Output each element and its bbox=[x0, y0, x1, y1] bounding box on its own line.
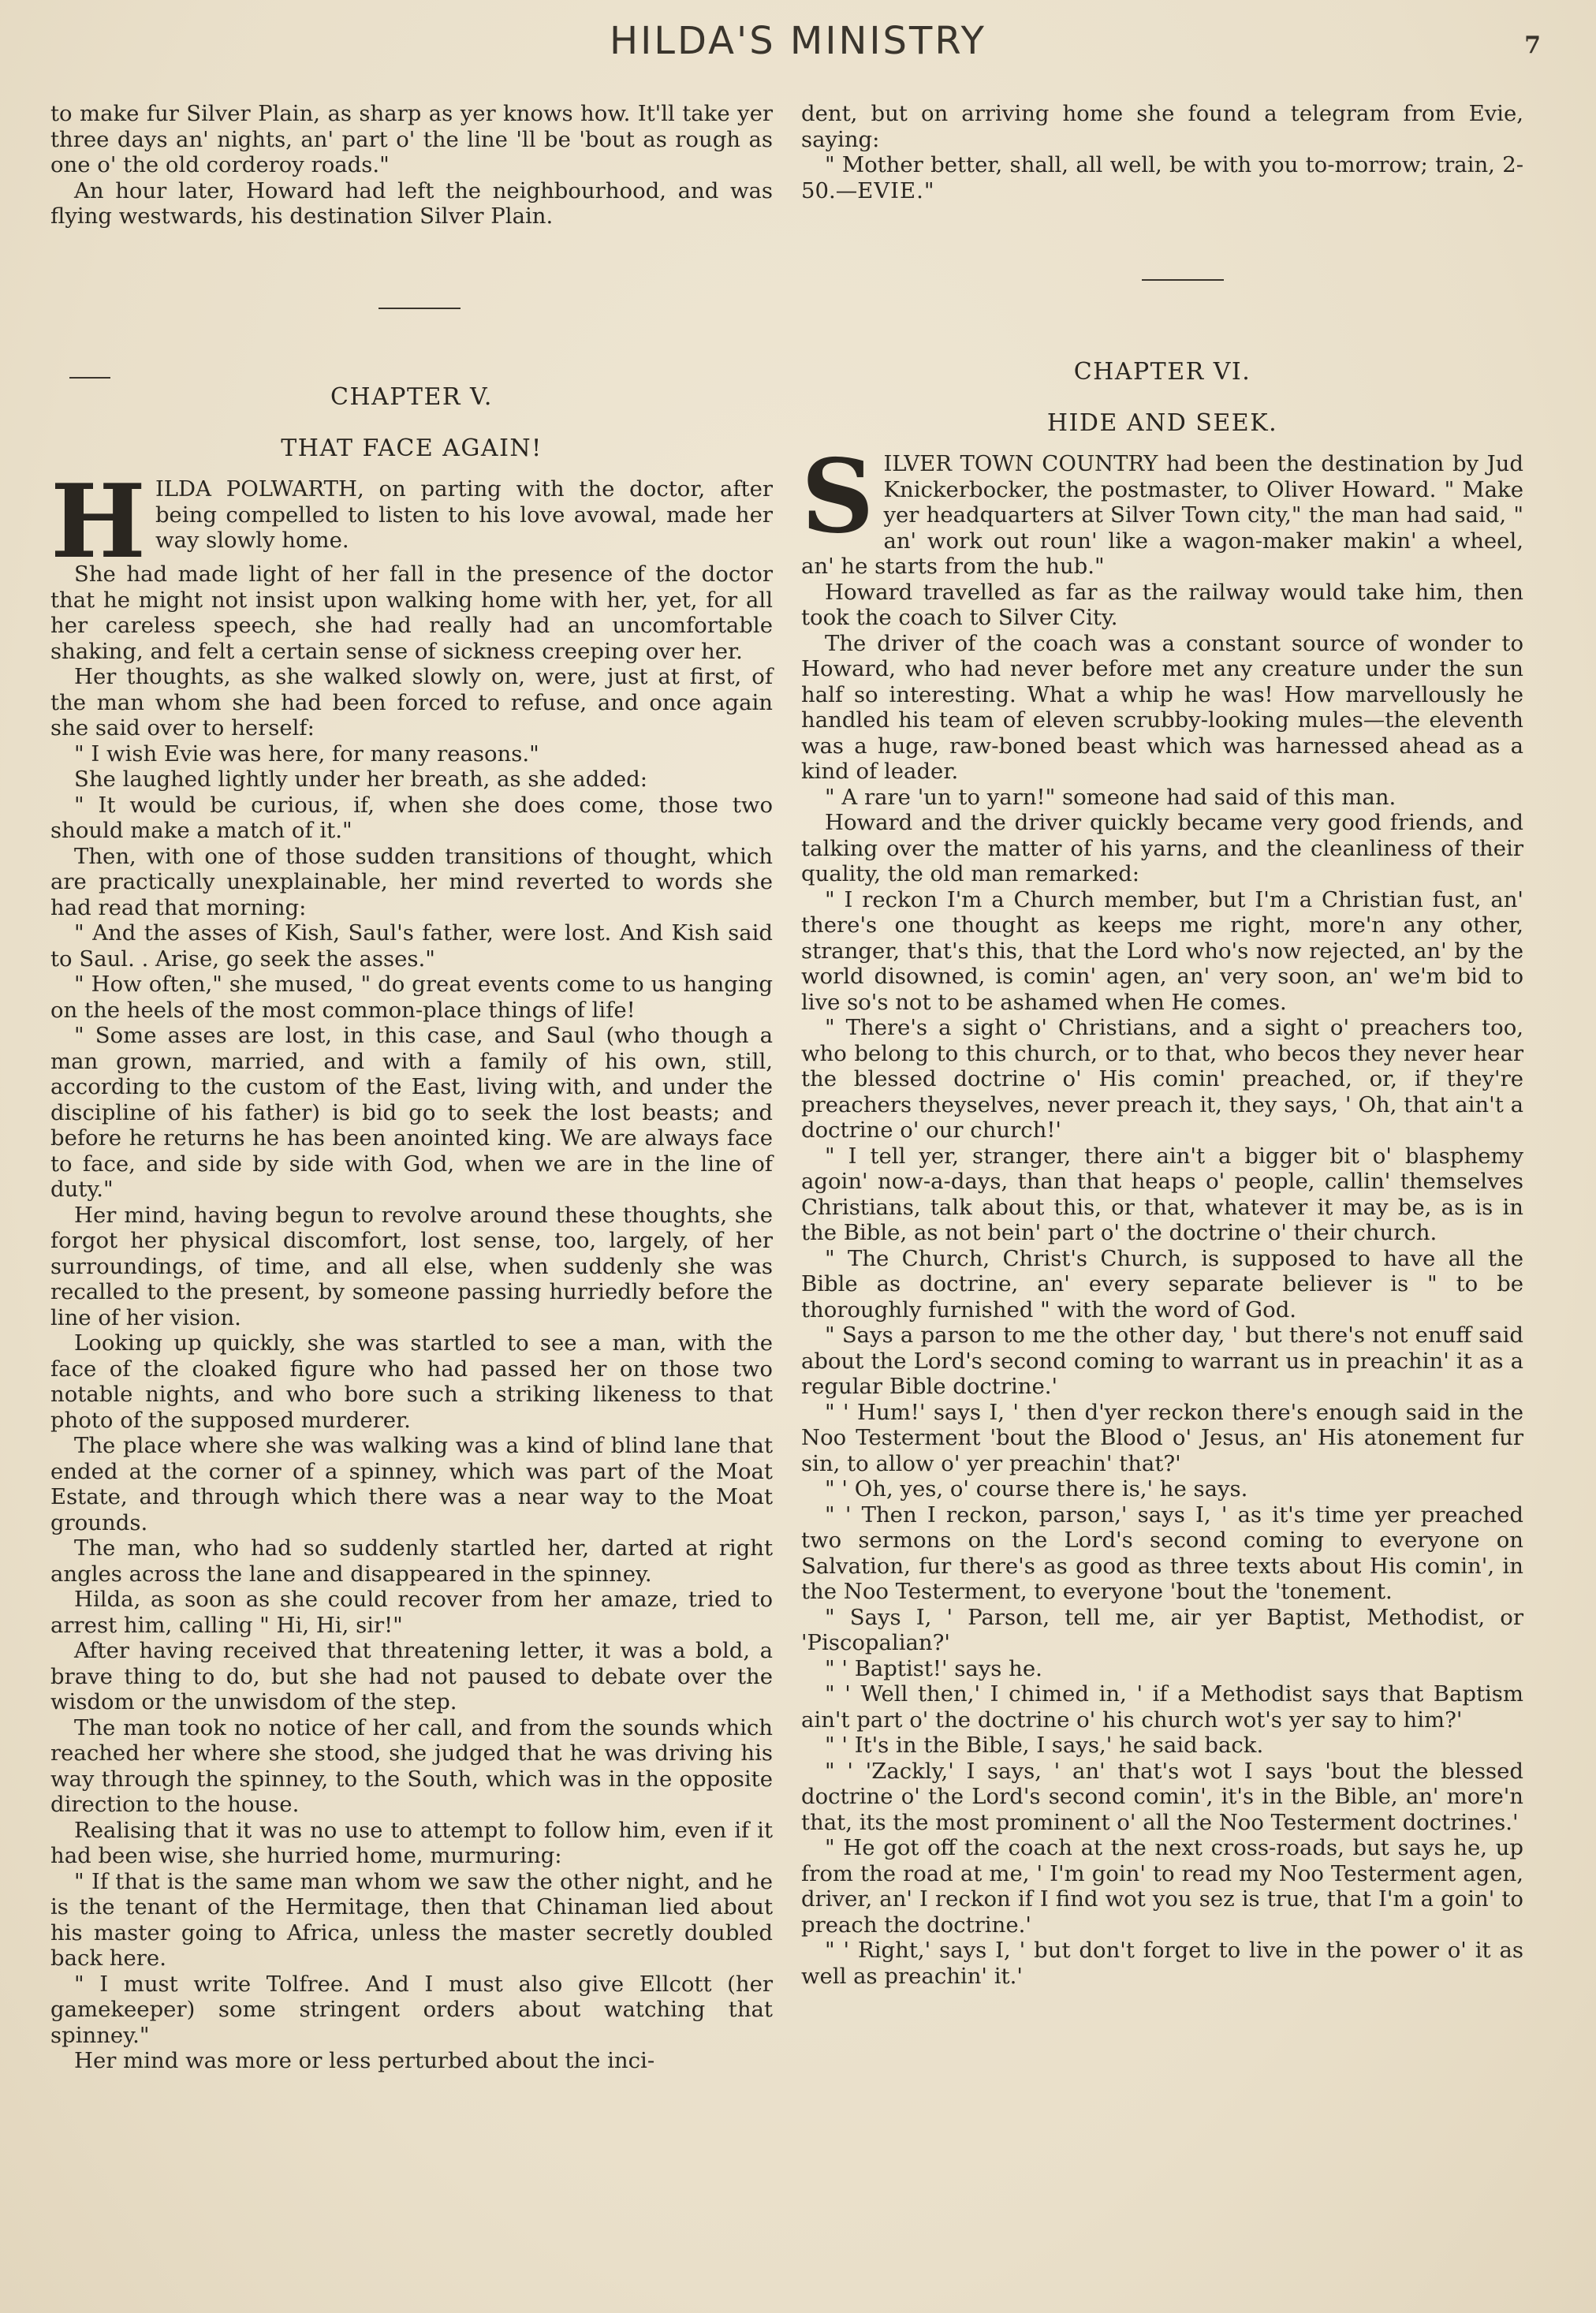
chapter-6-opening bbox=[801, 451, 1523, 580]
paragraph: " ' Oh, yes, o' course there is,' he says. bbox=[825, 1476, 1248, 1502]
paragraph: An hour later, Howard had left the neighbourhood, and was flying westwards, his destination Silver Plain. bbox=[50, 177, 773, 229]
paragraph: " And the asses of Kish, Saul's father, were lost. And Kish said to Saul. . Arise, go seek the asses." bbox=[50, 920, 773, 972]
drop-cap: H bbox=[50, 476, 146, 561]
telegram-close-quote: " bbox=[923, 177, 934, 203]
section-divider-right bbox=[1142, 279, 1224, 281]
paragraph: The man, who had so suddenly startled her, darted at right angles across the lane and disappeared in the spinney. bbox=[50, 1535, 773, 1587]
paragraph: " ' 'Zackly,' I says, ' an' that's wot I says 'bout the blessed doctrine o' the Lord's second comin', it's in the Bible, an' more'n that, its the most prominent o' all the Noo Testerment doctrines.' bbox=[801, 1758, 1523, 1835]
paragraph: " Says I, ' Parson, tell me, air yer Baptist, Methodist, or 'Piscopalian?' bbox=[801, 1604, 1523, 1655]
chapter-6-body bbox=[801, 580, 1523, 1990]
paragraph: She laughed lightly under her breath, as she added: bbox=[74, 767, 647, 792]
paragraph: " I tell yer, stranger, there ain't a bigger bit o' blasphemy agoin' now-a-days, than that heaps o' people, callin' themselves Christians, talk about this, or that, whatever it may be, as is in the Bible, as not bein' part o' the doctrine o' their church. bbox=[801, 1143, 1523, 1245]
paragraph: Realising that it was no use to attempt to follow him, even if it had been wise, she hurried home, murmuring: bbox=[50, 1817, 773, 1868]
paragraph: " If that is the same man whom we saw the other night, and he is the tenant of the Hermitage, then that Chinaman lied about his master going to Africa, unless the master secretly doubled back here. bbox=[50, 1868, 773, 1971]
paragraph: " I wish Evie was here, for many reasons." bbox=[74, 741, 539, 767]
paragraph: " A rare 'un to yarn!" someone had said of this man. bbox=[825, 784, 1396, 810]
page-number: 7 bbox=[1524, 32, 1541, 59]
paragraph: " ' Hum!' says I, ' then d'yer reckon there's enough said in the Noo Testerment 'bout the Blood o' Jesus, an' His atonement fur sin, to allow o' yer preachin' that?' bbox=[801, 1399, 1523, 1476]
paragraph: " There's a sight o' Christians, and a sight o' preachers too, who belong to this church, or to that, who becos they never hear the blessed doctrine o' His comin' preached, or, if they're preachers theyselves, never preach it, they says, ' Oh, that ain't a doctrine o' our church!' bbox=[801, 1015, 1523, 1143]
opening-paragraph: ILVER TOWN COUNTRY had been the destination by Jud Knickerbocker, the postmaster, to Oliver Howard. " Make yer headquarters at Silver Town city," the man had said, " an' work out roun' like a wagon-maker makin' a wheel, an' he starts from the hub." bbox=[801, 451, 1523, 579]
chapter-5-title: THAT FACE AGAIN! bbox=[281, 435, 543, 462]
chapter-5-number: CHAPTER V. bbox=[330, 383, 493, 411]
opening-paragraph: ILDA POLWARTH, on parting with the doctor, after being compelled to listen to his love avowal, made her way slowly home. bbox=[155, 476, 773, 553]
right-top-continuation bbox=[801, 101, 1523, 203]
paragraph: Looking up quickly, she was startled to see a man, with the face of the cloaked figure who had passed her on those two notable nights, and who bore such a striking likeness to that photo of the supposed murderer. bbox=[50, 1330, 773, 1433]
telegram-paragraph bbox=[801, 152, 1523, 203]
paragraph: " He got off the coach at the next cross-roads, but says he, up from the road at me, ' I'm goin' to read my Noo Testerment agen, driver, an' I reckon if I find wot you sez is true, that I'm a goin' to preach the doctrine.' bbox=[801, 1835, 1523, 1938]
paragraph: " Says a parson to me the other day, ' but there's not enuff said about the Lord's second coming to warrant us in preachin' it as a regular Bible doctrine.' bbox=[801, 1323, 1523, 1399]
chapter-6-title: HIDE AND SEEK. bbox=[1046, 409, 1278, 437]
section-divider-left bbox=[378, 308, 461, 309]
paragraph: " It would be curious, if, when she does come, those two should make a match of it." bbox=[50, 792, 773, 843]
running-head: HILDA'S MINISTRY bbox=[610, 19, 986, 63]
paragraph: " How often," she mused, " do great events come to us hanging on the heels of the most common-place things of life! bbox=[50, 972, 773, 1023]
paragraph: " ' Baptist!' says he. bbox=[825, 1655, 1042, 1681]
paragraph: " ' Right,' says I, ' but don't forget to live in the power o' it as well as preachin' it.' bbox=[801, 1938, 1523, 1989]
left-top-continuation bbox=[50, 101, 773, 229]
paragraph: Then, with one of those sudden transitions of thought, which are practically unexplainable, her mind reverted to words she had read that morning: bbox=[50, 843, 773, 920]
paragraph: " The Church, Christ's Church, is supposed to have all the Bible as doctrine, an' every separate believer is " to be thoroughly furnished " with the word of God. bbox=[801, 1245, 1523, 1323]
chapter-6 bbox=[801, 358, 1523, 1989]
paragraph: " ' Then I reckon, parson,' says I, ' as it's time yer preached two sermons on the Lord's second coming to everyone on Salvation, fur there's as good as three texts about His comin', in the Noo Testerment, to everyone 'bout the 'tonement. bbox=[801, 1502, 1523, 1604]
paragraph: " ' It's in the Bible, I says,' he said back. bbox=[825, 1733, 1264, 1758]
paragraph: Her thoughts, as she walked slowly on, were, just at first, of the man whom she had been forced to refuse, and once again she said over to herself: bbox=[50, 664, 773, 741]
paragraph: Her mind, having begun to revolve around these thoughts, she forgot her physical discomfort, lost sense, too, largely, of her surroundings, of time, and all else, when suddenly she was recalled to the present, by someone passing hurriedly before the line of her vision. bbox=[50, 1202, 773, 1330]
paragraph: Her mind was more or less perturbed about the inci- bbox=[74, 2048, 655, 2073]
chapter-6-number: CHAPTER VI. bbox=[1073, 358, 1251, 386]
telegram-text: " Mother better, shall, all well, be with you to-morrow; train, 2-50.— bbox=[801, 152, 1523, 203]
paragraph: Hilda, as soon as she could recover from her amaze, tried to arrest him, calling " Hi, Hi, sir!" bbox=[50, 1587, 773, 1638]
paragraph: The man took no notice of her call, and from the sounds which reached her where she stood, she judged that he was driving his way through the spinney, to the South, which was in the opposite direction to the house. bbox=[50, 1714, 773, 1817]
paragraph: Howard travelled as far as the railway would take him, then took the coach to Silver City. bbox=[801, 579, 1523, 630]
paragraph: " I reckon I'm a Church member, but I'm a Christian fust, an' there's one thought as keeps me right, more'n any other, stranger, that's this, that the Lord who's now rejected, an' by the world disowned, is comin' agen, an' very soon, an' we'm bid to live so's not to be ashamed when He comes. bbox=[801, 886, 1523, 1015]
chapter-5-opening bbox=[50, 476, 773, 561]
paragraph: " I must write Tolfree. And I must also give Ellcott (her gamekeeper) some stringent orders about watching that spinney." bbox=[50, 1971, 773, 2048]
chapter-5 bbox=[50, 383, 773, 2074]
paragraph: " ' Well then,' I chimed in, ' if a Methodist says that Baptism ain't part o' the doctrine o' his church wot's yer say to him?' bbox=[801, 1681, 1523, 1733]
telegram-signature: EVIE. bbox=[857, 177, 924, 203]
paragraph: " Some asses are lost, in this case, and Saul (who though a man grown, married, and with a family of his own, still, according to the custom of the East, living with, and under the discipline of his father) is bid go to seek the lost beasts; and before he returns he has been anointed king. We are always face to face, and side by side with God, when we are in the line of duty." bbox=[50, 1023, 773, 1202]
paragraph: After having received that threatening letter, it was a bold, a brave thing to do, but she had not paused to debate over the wisdom or the unwisdom of the step. bbox=[50, 1638, 773, 1714]
margin-mark bbox=[69, 377, 110, 379]
paragraph: dent, but on arriving home she found a telegram from Evie, saying: bbox=[801, 101, 1523, 152]
paragraph: Howard and the driver quickly became very good friends, and talking over the matter of his yarns, and the cleanliness of their quality, the old man remarked: bbox=[801, 810, 1523, 886]
paragraph: The place where she was walking was a kind of blind lane that ended at the corner of a spinney, which was part of the Moat Estate, and through which there was a near way to the Moat grounds. bbox=[50, 1433, 773, 1535]
drop-cap: S bbox=[801, 451, 874, 556]
paragraph: The driver of the coach was a constant source of wonder to Howard, who had never before met any creature under the sun half so interesting. What a whip he was! How marvellously he handled his team of eleven scrubby-looking mules—the eleventh was a huge, raw-boned beast which was harnessed ahead as a kind of leader. bbox=[801, 630, 1523, 784]
paragraph: She had made light of her fall in the presence of the doctor that he might not insist upon walking home with her, yet, for all her careless speech, she had really had an uncomfortable shaking, and felt a certain sense of sickness creeping over her. bbox=[50, 561, 773, 664]
paragraph: to make fur Silver Plain, as sharp as yer knows how. It'll take yer three days an' nights, an' part o' the line 'll be 'bout as rough as one o' the old corderoy roads." bbox=[50, 101, 773, 177]
chapter-5-body bbox=[50, 561, 773, 2074]
